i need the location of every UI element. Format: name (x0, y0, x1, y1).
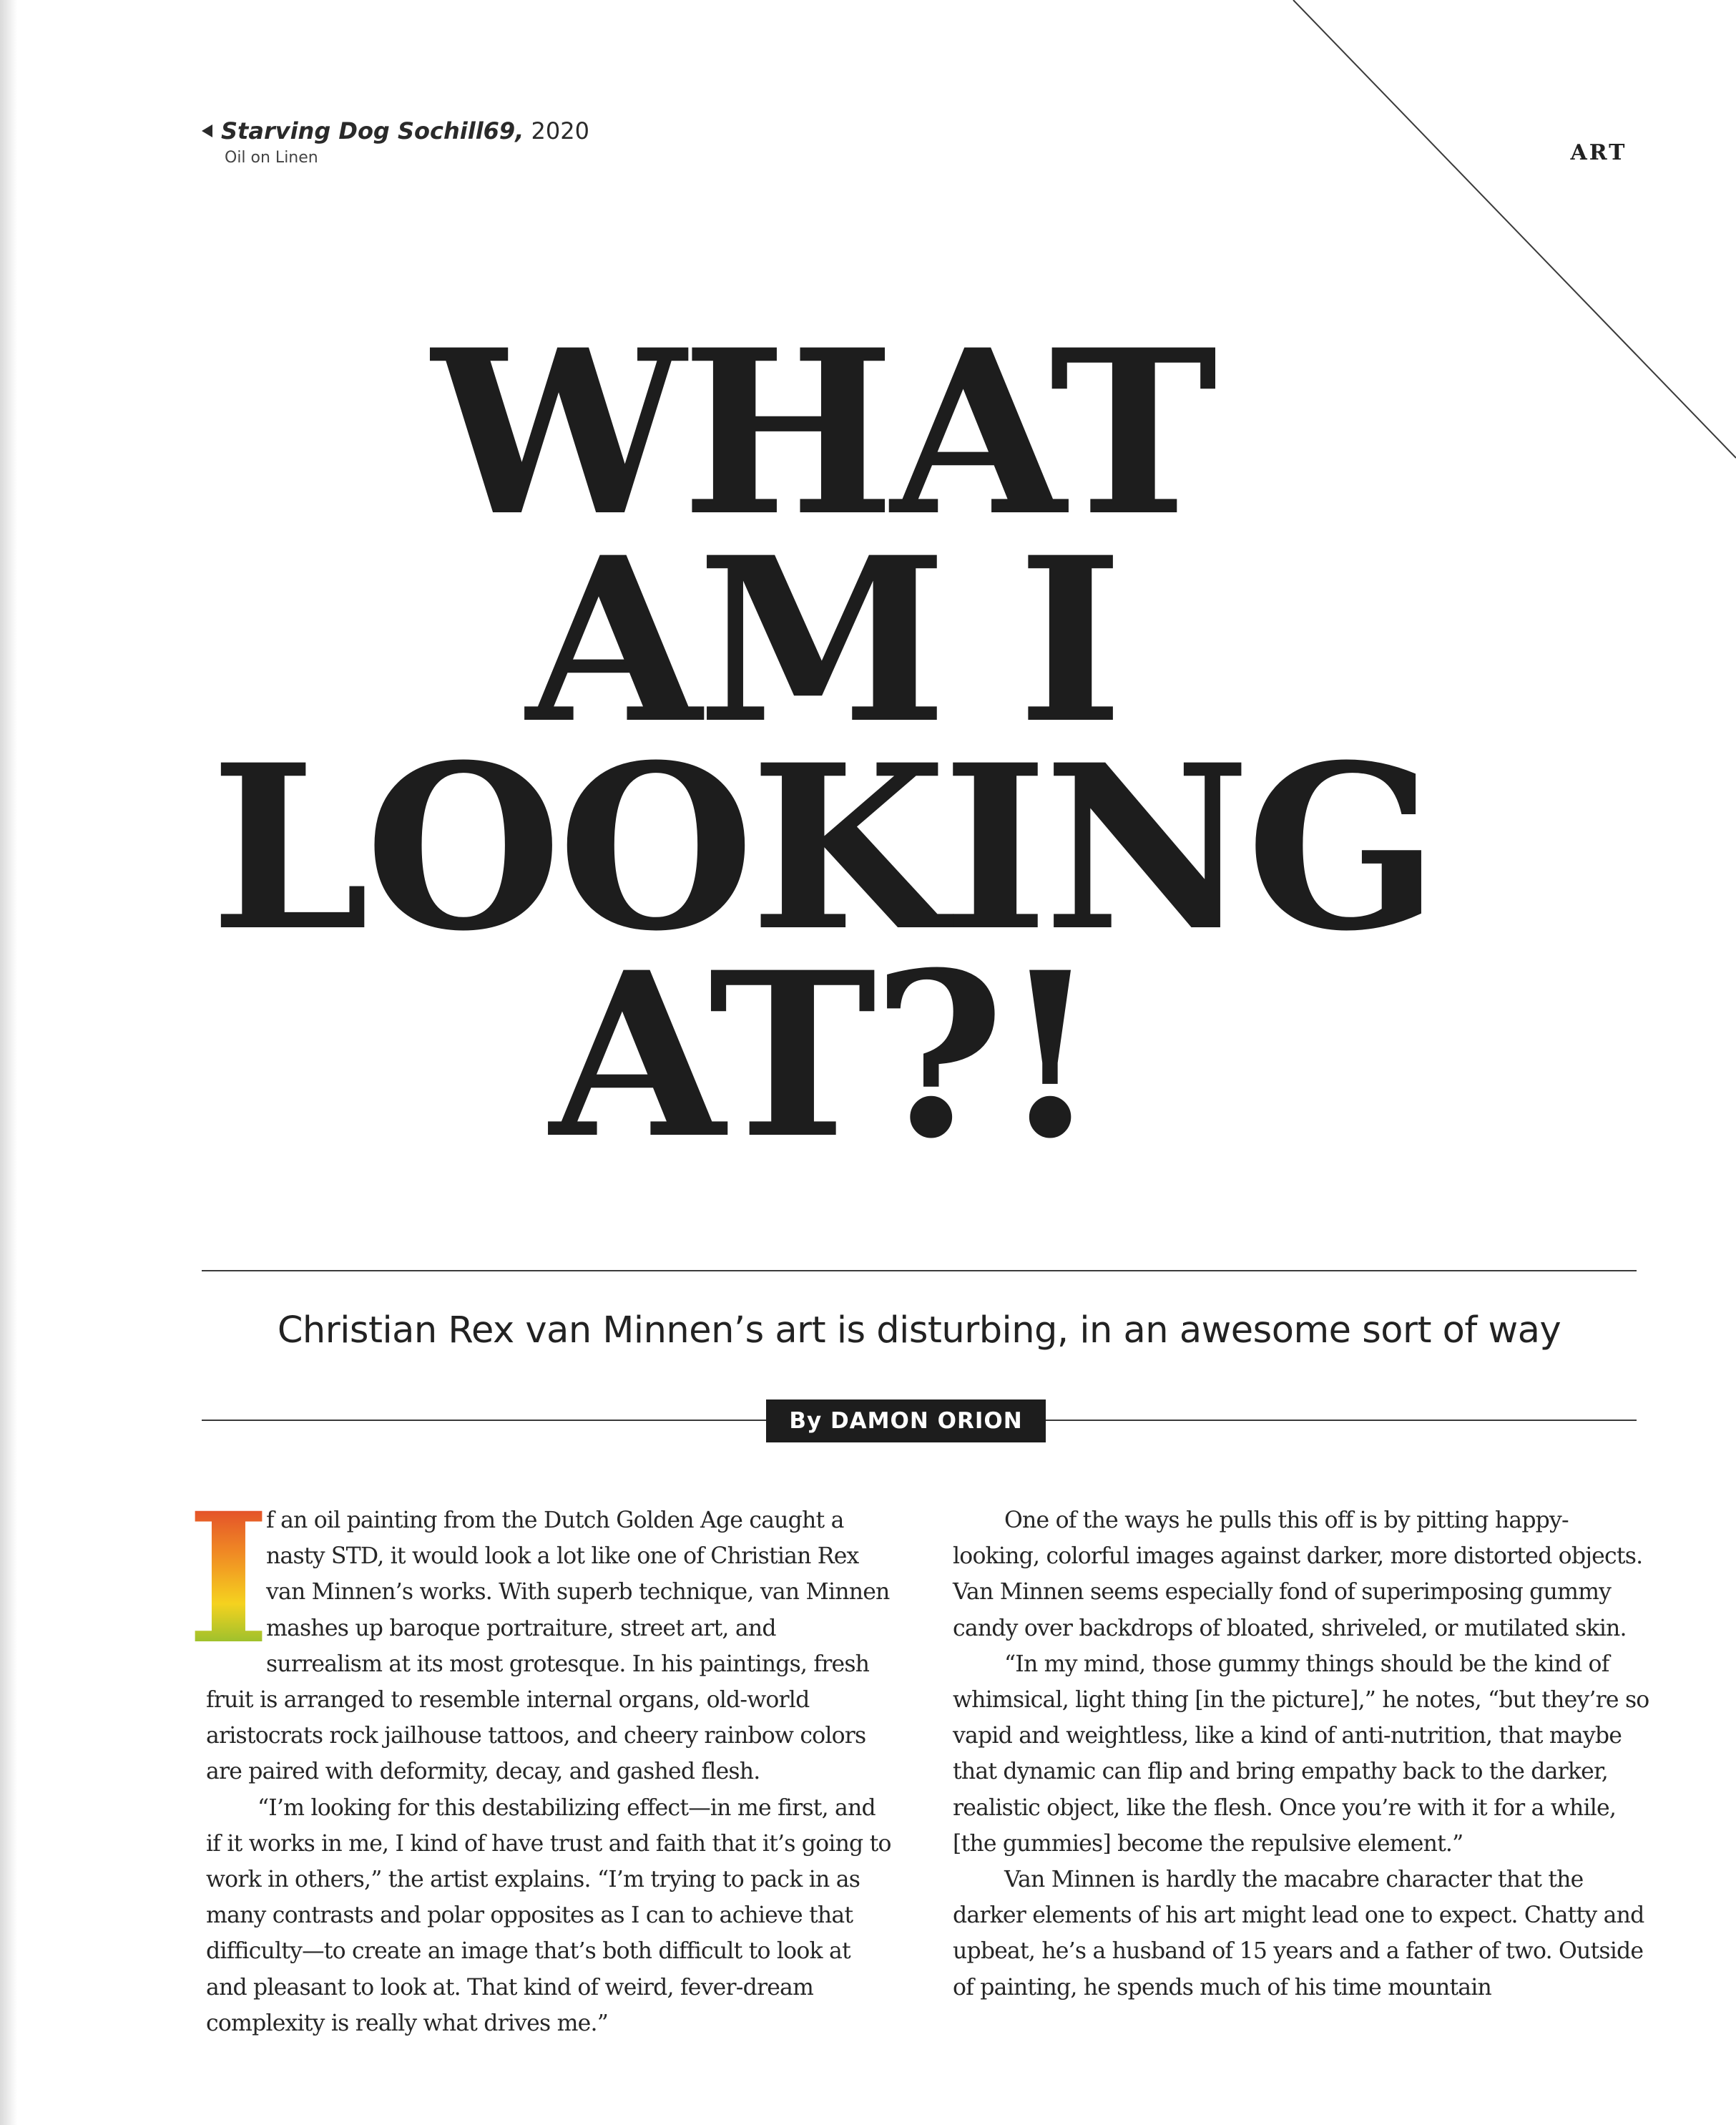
body-paragraph: One of the ways he pulls this off is by pitting happy-looking, colorful images against darker, more distorted objects. Van Minnen seems especially fond of superimposing gummy candy over backdrops of bloated, shriveled, or mutilated skin. (953, 1508, 1643, 1641)
body-paragraph: “In my mind, those gummy things should be the kind of whimsical, light thing [in the picture],” he notes, “but they’re so vapid and weightless, like a kind of anti-nutrition, that maybe that dynamic can flip and bring empathy back to the darker, realistic object, like the flesh. Once you’re with it for a while, [the gummies] become the repulsive element.” (953, 1651, 1649, 1857)
body-paragraph: “I’m looking for this destabilizing effect—in me first, and if it works in me, I kind of have trust and faith that it’s going to work in others,” the artist explains. “I’m trying to pack in as many contrasts and polar opposites as I can to achieve that difficulty—to create an image that’s both difficult to look at and pleasant to look at. That kind of weird, fever-dream complexity is really what drives me.” (206, 1794, 891, 2036)
caption-title: Starving Dog Sochill69, (221, 117, 524, 145)
image-caption (202, 117, 589, 167)
scan-fade (1402, 2003, 1702, 2104)
byline-badge: By DAMON ORION (766, 1399, 1046, 1442)
headline-line: AT?! (549, 922, 1096, 1188)
headline-line: WHAT (431, 300, 1214, 566)
body-column-right (953, 1503, 1654, 2006)
left-arrow-icon (202, 124, 212, 137)
body-paragraph (186, 1473, 893, 1790)
headline (157, 300, 1488, 1188)
body-text: f an oil painting from the Dutch Golden Age caught a nasty STD, it would look a lot like one of Christian Rex van Minnen’s works. With superb technique, van Minnen mashes up baroque portraiture, street art, and surrealism at its most grotesque. In his paintings, fresh fruit is arranged to resemble internal organs, old-world aristocrats rock jailhouse tattoos, and cheery rainbow colors are paired with deformity, decay, and gashed flesh. (206, 1508, 890, 1785)
caption-title-line (202, 117, 589, 145)
divider-rule (202, 1270, 1637, 1271)
drop-cap (186, 1473, 270, 1684)
headline-line: LOOKING (210, 715, 1435, 981)
subheadline: Christian Rex van Minnen’s art is disturbing, in an awesome sort of way (277, 1309, 1561, 1352)
headline-line: AM I (526, 507, 1119, 773)
body-paragraph: Van Minnen is hardly the macabre character that the darker elements of his art might lead one to expect. Chatty and upbeat, he’s a husband of 15 years and a father of two. Outside of painting, he spends much of his time mountain (953, 1867, 1644, 2001)
caption-medium: Oil on Linen (225, 149, 318, 167)
drop-cap-letter: I (186, 1473, 270, 1684)
body-column-left (186, 1473, 893, 2041)
section-label: ART (1570, 140, 1627, 165)
caption-year: 2020 (531, 117, 589, 145)
